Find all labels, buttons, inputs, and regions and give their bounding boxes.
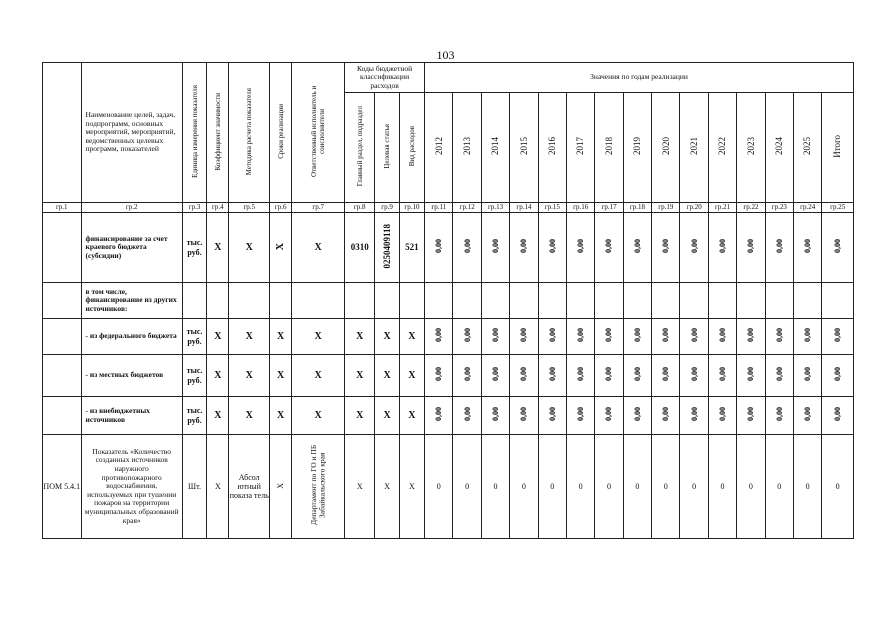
value-cell: 0,00: [661, 367, 671, 382]
term-cell: Х: [270, 397, 292, 435]
page-number: 103: [436, 48, 455, 62]
value-cell: 0,00: [717, 407, 727, 422]
value-cell: 0,00: [632, 407, 642, 422]
value-cell: 0,00: [490, 407, 500, 422]
value-cell: 0,00: [717, 367, 727, 382]
column-number: гр.4: [207, 203, 229, 213]
header-year: 2018: [603, 137, 614, 156]
header-year: 2024: [774, 137, 785, 156]
column-number: гр.2: [81, 203, 182, 213]
value-cell: 0,00: [462, 239, 472, 254]
value-cell: 0,00: [434, 328, 444, 343]
column-number: гр.24: [793, 203, 821, 213]
value-cell: 0,00: [833, 328, 843, 343]
row-code: ПОМ 5.4.1: [43, 435, 82, 539]
column-number: гр.9: [375, 203, 399, 213]
term-cell: [270, 435, 292, 539]
header-year: 2016: [547, 137, 558, 156]
value-cell: 0: [793, 435, 821, 539]
value-cell: 0,00: [462, 407, 472, 422]
header-year: 2015: [518, 137, 529, 156]
value-cell: 0,00: [604, 367, 614, 382]
table-row: [43, 355, 854, 397]
value-cell: 0,00: [490, 328, 500, 343]
method-cell: Х: [229, 319, 270, 355]
value-cell: 0,00: [576, 367, 586, 382]
method-cell: Абсол ютный показа тель: [229, 435, 270, 539]
column-number: гр.18: [623, 203, 651, 213]
value-cell: 0: [737, 435, 765, 539]
header-year: 2012: [433, 137, 444, 156]
value-cell: 0,00: [746, 328, 756, 343]
value-cell: 0,00: [803, 367, 813, 382]
term-cell: Х: [270, 355, 292, 397]
value-cell: 0,00: [519, 328, 529, 343]
column-number: гр.21: [708, 203, 736, 213]
header-col1-cell: [43, 63, 82, 203]
value-cell: 0: [510, 435, 538, 539]
value-cell: 0,00: [632, 239, 642, 254]
section-cell: Х: [345, 397, 375, 435]
value-cell: 0,00: [803, 328, 813, 343]
value-cell: 0,00: [774, 407, 784, 422]
header-unit: Единица измерения показателя: [190, 85, 199, 178]
target-cell: Х: [375, 435, 399, 539]
header-name: Наименование целей, задач, подпрограмм, основных мероприятий, мероприятий, ведомственных целевых программ, показателей: [81, 63, 182, 203]
header-year: 2019: [632, 137, 643, 156]
value-cell: 0: [481, 435, 509, 539]
value-cell: 0,00: [746, 239, 756, 254]
unit-cell: тыс. руб.: [182, 319, 206, 355]
value-cell: 0,00: [803, 239, 813, 254]
program-table: [42, 62, 854, 539]
exec-cell: Х: [292, 355, 345, 397]
row-name: - из федерального бюджета: [81, 319, 182, 355]
header-year-cell: [538, 93, 566, 203]
column-number: гр.1: [43, 203, 82, 213]
header-year-cell: [793, 93, 821, 203]
type-cell: 521: [399, 213, 424, 283]
header-year: 2017: [575, 137, 586, 156]
value-cell: 0,00: [576, 407, 586, 422]
target-value: 0250409118: [381, 224, 392, 269]
coef-cell: Х: [207, 355, 229, 397]
value-cell: 0: [680, 435, 708, 539]
value-cell: 0,00: [490, 367, 500, 382]
value-cell: 0,00: [576, 239, 586, 254]
header-coef-cell: [207, 63, 229, 203]
value-cell: 0: [566, 435, 594, 539]
unit-cell: Шт.: [182, 435, 206, 539]
value-cell: 0,00: [774, 239, 784, 254]
header-year-cell: [481, 93, 509, 203]
column-number: гр.16: [566, 203, 594, 213]
header-year-cell: [425, 93, 453, 203]
table-row: [43, 319, 854, 355]
value-cell: 0,00: [519, 367, 529, 382]
value-cell: 0,00: [689, 239, 699, 254]
header-term: Сроки реализации: [276, 104, 285, 159]
value-cell: 0,00: [462, 367, 472, 382]
column-number: гр.11: [425, 203, 453, 213]
column-number: гр.8: [345, 203, 375, 213]
type-cell: Х: [399, 435, 424, 539]
header-year-cell: [623, 93, 651, 203]
method-cell: Х: [229, 397, 270, 435]
exec-cell: Х: [292, 397, 345, 435]
value-cell: 0,00: [746, 407, 756, 422]
value-cell: 0,00: [689, 367, 699, 382]
value-cell: 0,00: [434, 367, 444, 382]
header-year-cell: [566, 93, 594, 203]
value-cell: 0,00: [833, 367, 843, 382]
header-codes: Коды бюджетной классификации расходов: [345, 63, 425, 93]
coef-cell: Х: [207, 435, 229, 539]
header-method-cell: [229, 63, 270, 203]
value-cell: 0: [425, 435, 453, 539]
header-method: Методика расчета показателя: [245, 87, 254, 176]
value-cell: 0,00: [833, 407, 843, 422]
value-cell: 0,00: [434, 239, 444, 254]
value-cell: 0,00: [661, 328, 671, 343]
header-year: 2022: [717, 137, 728, 156]
value-cell: 0,00: [833, 239, 843, 254]
value-cell: 0,00: [434, 407, 444, 422]
header-exec-cell: [292, 63, 345, 203]
section-cell: 0310: [345, 213, 375, 283]
value-cell: 0,00: [746, 367, 756, 382]
column-number: гр.19: [652, 203, 680, 213]
value-cell: 0,00: [717, 328, 727, 343]
target-cell: [375, 213, 399, 283]
term-cell: Х: [270, 319, 292, 355]
value-cell: 0,00: [547, 328, 557, 343]
type-cell: Х: [399, 319, 424, 355]
header-year: Итого: [832, 135, 843, 158]
method-cell: Х: [229, 213, 270, 283]
exec-value: Департамент по ГО и ПБ Забайкальского края: [308, 445, 327, 526]
target-cell: Х: [375, 355, 399, 397]
header-type-cell: [399, 93, 424, 203]
value-cell: 0,00: [689, 328, 699, 343]
header-section-cell: [345, 93, 375, 203]
header-term-cell: [270, 63, 292, 203]
table-row: [43, 435, 854, 539]
value-cell: 0,00: [547, 239, 557, 254]
column-number-row: [43, 203, 854, 213]
method-cell: Х: [229, 355, 270, 397]
value-cell: 0,00: [689, 407, 699, 422]
coef-cell: Х: [207, 397, 229, 435]
value-cell: 0: [623, 435, 651, 539]
header-year-cell: [510, 93, 538, 203]
value-cell: 0,00: [490, 239, 500, 254]
column-number: гр.15: [538, 203, 566, 213]
column-number: гр.13: [481, 203, 509, 213]
header-year-cell: [708, 93, 736, 203]
type-cell: Х: [399, 397, 424, 435]
column-number: гр.25: [822, 203, 854, 213]
column-number: гр.6: [270, 203, 292, 213]
value-cell: 0: [538, 435, 566, 539]
row-name: - из местных бюджетов: [81, 355, 182, 397]
header-type: Вид расходов: [407, 126, 416, 167]
value-cell: 0,00: [576, 328, 586, 343]
value-cell: 0,00: [547, 367, 557, 382]
header-exec: Ответственный исполнитель и соисполнители: [310, 85, 327, 178]
value-cell: 0,00: [604, 407, 614, 422]
value-cell: 0,00: [547, 407, 557, 422]
header-target-cell: [375, 93, 399, 203]
header-year: 2013: [461, 137, 472, 156]
header-year-cell: [453, 93, 481, 203]
header-section: Главный раздел, подраздел: [355, 106, 364, 187]
row-name: финансирование за счет краевого бюджета (субсидии): [81, 213, 182, 283]
term-cell: [270, 213, 292, 283]
value-cell: 0,00: [519, 239, 529, 254]
coef-cell: Х: [207, 213, 229, 283]
value-cell: 0,00: [661, 407, 671, 422]
header-year-cell: [680, 93, 708, 203]
column-number: гр.14: [510, 203, 538, 213]
unit-cell: тыс. руб.: [182, 355, 206, 397]
term-value: Х: [274, 242, 286, 251]
table-row: [43, 283, 854, 319]
value-cell: 0,00: [803, 407, 813, 422]
value-cell: 0: [652, 435, 680, 539]
header-year-cell: [652, 93, 680, 203]
value-cell: 0: [708, 435, 736, 539]
target-cell: Х: [375, 319, 399, 355]
column-number: гр.23: [765, 203, 793, 213]
exec-cell: Х: [292, 213, 345, 283]
value-cell: 0,00: [632, 328, 642, 343]
header-values: Значения по годам реализации: [425, 63, 854, 93]
value-cell: 0,00: [519, 407, 529, 422]
column-number: гр.20: [680, 203, 708, 213]
row-name: - из внебюджетных источников: [81, 397, 182, 435]
unit-cell: тыс. руб.: [182, 397, 206, 435]
header-year-cell: [737, 93, 765, 203]
row-name: в том числе, финансирование из других источников:: [81, 283, 182, 319]
column-number: гр.12: [453, 203, 481, 213]
value-cell: 0: [765, 435, 793, 539]
value-cell: 0,00: [604, 328, 614, 343]
header-year: 2020: [660, 137, 671, 156]
header-year: 2023: [745, 137, 756, 156]
column-number: гр.3: [182, 203, 206, 213]
header-year-cell: [822, 93, 854, 203]
header-year: 2021: [688, 137, 699, 156]
table-row: [43, 213, 854, 283]
section-cell: Х: [345, 355, 375, 397]
value-cell: 0,00: [604, 239, 614, 254]
unit-cell: тыс. руб.: [182, 213, 206, 283]
column-number: гр.5: [229, 203, 270, 213]
header-target: Целевая статья: [383, 124, 392, 169]
value-cell: 0,00: [661, 239, 671, 254]
row-name: Показатель «Количество созданных источников наружного противопожарного водоснабжения, используемых при тушении пожаров на территории муниципальных образований края»: [81, 435, 182, 539]
coef-cell: Х: [207, 319, 229, 355]
column-number: гр.22: [737, 203, 765, 213]
value-cell: 0,00: [717, 239, 727, 254]
value-cell: 0,00: [632, 367, 642, 382]
column-number: гр.10: [399, 203, 424, 213]
value-cell: 0,00: [462, 328, 472, 343]
value-cell: 0: [453, 435, 481, 539]
value-cell: 0,00: [774, 367, 784, 382]
section-cell: Х: [345, 319, 375, 355]
section-cell: Х: [345, 435, 375, 539]
column-number: гр.17: [595, 203, 623, 213]
header-coef: Коэффициент значимости: [213, 92, 222, 171]
header-year-cell: [765, 93, 793, 203]
value-cell: 0,00: [774, 328, 784, 343]
term-value: Х: [276, 482, 286, 489]
value-cell: 0: [595, 435, 623, 539]
value-cell: 0: [822, 435, 854, 539]
header-year: 2025: [802, 137, 813, 156]
type-cell: Х: [399, 355, 424, 397]
header-row-1: [43, 63, 854, 93]
header-year-cell: [595, 93, 623, 203]
header-year: 2014: [490, 137, 501, 156]
target-cell: Х: [375, 397, 399, 435]
exec-cell: Х: [292, 319, 345, 355]
table-row: [43, 397, 854, 435]
header-unit-cell: [182, 63, 206, 203]
column-number: гр.7: [292, 203, 345, 213]
exec-cell: [292, 435, 345, 539]
